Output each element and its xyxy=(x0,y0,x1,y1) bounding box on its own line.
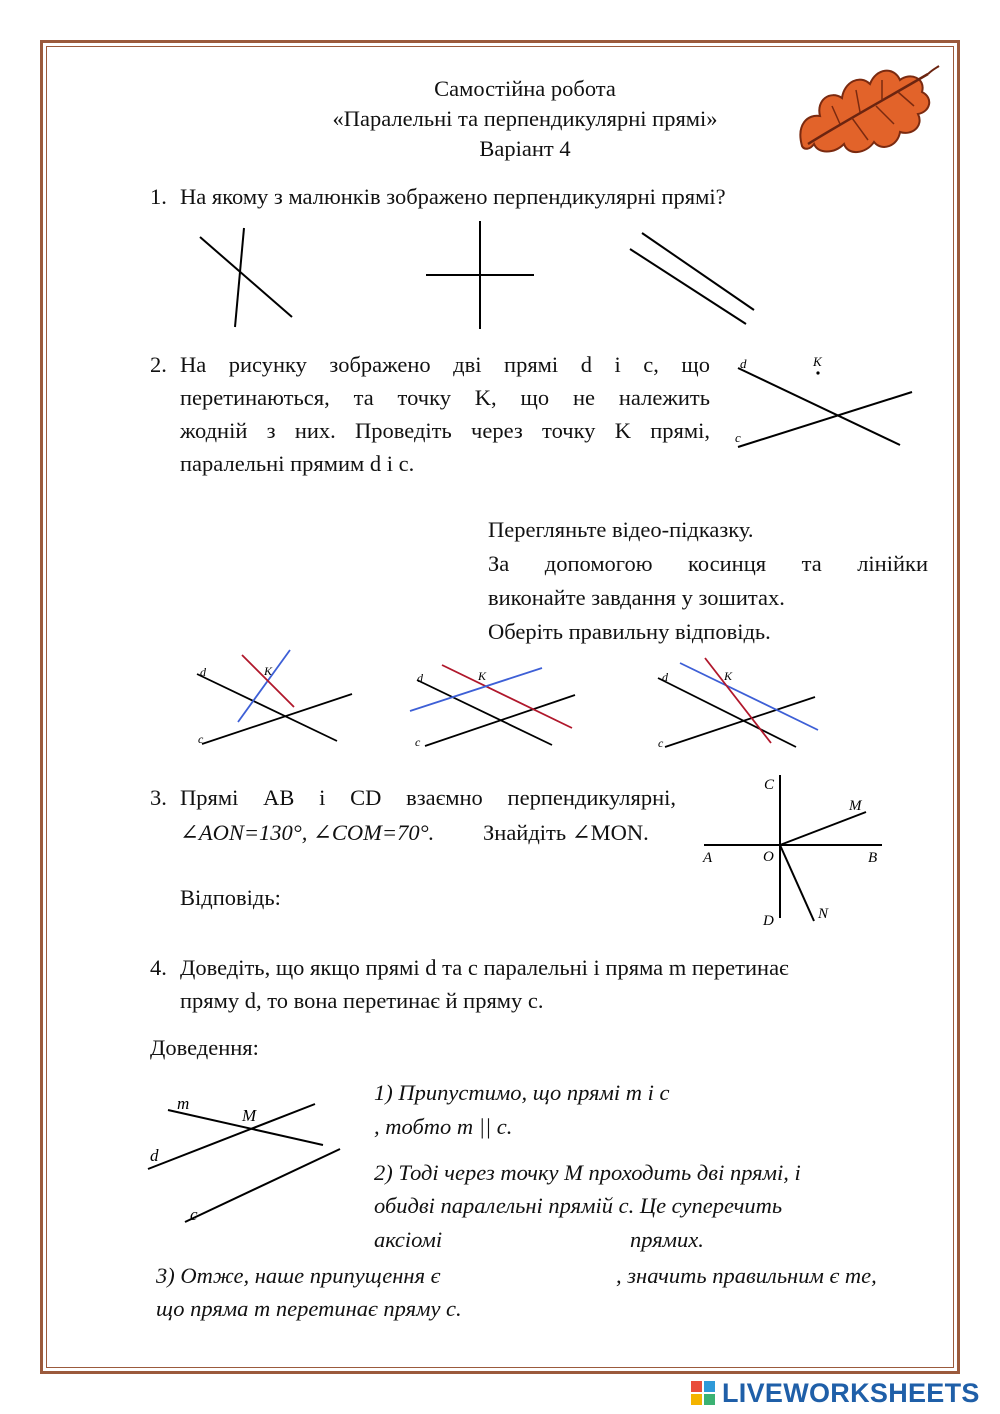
task4-text-line2: пряму d, то вона перетинає й пряму с. xyxy=(180,988,544,1013)
task1-figure-c[interactable] xyxy=(625,225,760,330)
task3-label-a: A xyxy=(703,850,713,866)
task2-option-3[interactable] xyxy=(650,653,830,753)
hint-line1: Перегляньте відео-підказку. xyxy=(488,517,754,542)
proof-step3-line2: що пряма m перетинає пряму c. xyxy=(156,1296,462,1321)
task1-figure-b[interactable] xyxy=(420,218,540,333)
proof-step3-line1b: , значить правильним є те, xyxy=(616,1263,877,1288)
option2-label-d: d xyxy=(417,671,423,685)
proof-step2-line1: 2) Тоді через точку M проходить дві прямі, і xyxy=(374,1160,801,1185)
option3-label-c: c xyxy=(658,736,664,750)
task2-option-1[interactable] xyxy=(190,645,360,750)
proof-step2-line3b: прямих. xyxy=(630,1227,704,1252)
proof-step1-line1: 1) Припустимо, що прямі m і c xyxy=(374,1080,670,1105)
task1-number: 1. xyxy=(150,184,167,209)
option1-label-d: d xyxy=(200,665,206,679)
task2-label-d: d xyxy=(740,356,747,371)
liveworksheets-logo-text: LIVEWORKSHEETS xyxy=(722,1377,980,1408)
task2-label-c: c xyxy=(735,430,741,445)
task1-figure-a[interactable] xyxy=(195,225,305,335)
proof-step2-line3a: аксіомі xyxy=(374,1227,443,1252)
task3-text-line1: Прямі AB і CD взаємно перпендикулярні, xyxy=(180,785,676,810)
task3-label-b: B xyxy=(868,850,878,866)
worksheet-variant: Варіант 4 xyxy=(479,136,571,161)
option2-label-c: c xyxy=(415,735,421,749)
task3-label-d: D xyxy=(763,913,774,929)
hint-line3: виконайте завдання у зошитах. xyxy=(488,585,785,610)
task3-label-n: N xyxy=(818,906,829,922)
option2-label-k: K xyxy=(478,669,487,683)
option3-label-k: K xyxy=(724,669,733,683)
hint-line4: Оберіть правильну відповідь. xyxy=(488,619,771,644)
task4-label-d: d xyxy=(150,1146,159,1165)
task4-label-c: c xyxy=(190,1205,198,1224)
worksheet-title: Самостійна робота xyxy=(434,76,616,101)
proof-step1-line2: , тобто m || c. xyxy=(374,1114,513,1139)
proof-step3-blank[interactable] xyxy=(500,1262,612,1290)
task3-figure xyxy=(700,770,890,930)
liveworksheets-logo-icon xyxy=(690,1380,716,1406)
option3-label-d: d xyxy=(662,670,668,684)
proof-label: Доведення: xyxy=(150,1035,259,1060)
task2-option-2[interactable] xyxy=(405,660,580,750)
proof-step2-line2: обидві паралельні прямій c. Це суперечить xyxy=(374,1193,783,1218)
proof-step2-blank[interactable] xyxy=(462,1226,622,1254)
proof-step3-line1a: 3) Отже, наше припущення є xyxy=(156,1263,441,1288)
worksheet-topic: «Паралельні та перпендикулярні прямі» xyxy=(332,106,718,131)
hint-line2: За допомогою косинця та лінійки xyxy=(488,551,928,576)
task3-label-o: O xyxy=(763,849,774,865)
task1-question: На якому з малюнків зображено перпендикулярні прямі? xyxy=(180,184,726,209)
task3-angles: ∠AON=130°, ∠COM=70°. xyxy=(180,820,435,845)
task2-label-k: K xyxy=(813,354,822,369)
task4-number: 4. xyxy=(150,955,167,980)
task3-label-m: M xyxy=(849,798,862,814)
liveworksheets-logo xyxy=(690,1378,980,1408)
task2-text-line1: На рисунку зображено дві прямі d і с, що xyxy=(180,352,710,377)
task2-text-line4: паралельні прямим d і c. xyxy=(180,451,415,476)
option1-label-k: K xyxy=(264,664,273,678)
task4-text-line1: Доведіть, що якщо прямі d та c паралельні і пряма m перетинає xyxy=(180,955,789,980)
task3-answer-input[interactable] xyxy=(305,884,505,912)
task2-text-line2: перетинаються, та точку K, що не належить xyxy=(180,385,710,410)
task4-figure xyxy=(140,1085,355,1230)
task4-label-point-m: M xyxy=(242,1106,257,1125)
task2-figure xyxy=(730,350,920,455)
task3-find: Знайдіть ∠MON. xyxy=(483,820,649,845)
task2-number: 2. xyxy=(150,352,167,377)
task4-label-m: m xyxy=(177,1094,190,1113)
task3-label-c: C xyxy=(764,777,775,793)
proof-step1-blank[interactable] xyxy=(732,1078,912,1106)
option1-label-c: c xyxy=(198,732,204,746)
task3-answer-label: Відповідь: xyxy=(180,885,281,910)
task3-number: 3. xyxy=(150,785,167,810)
task2-text-line3: жодній з них. Проведіть через точку K прямі, xyxy=(180,418,710,443)
